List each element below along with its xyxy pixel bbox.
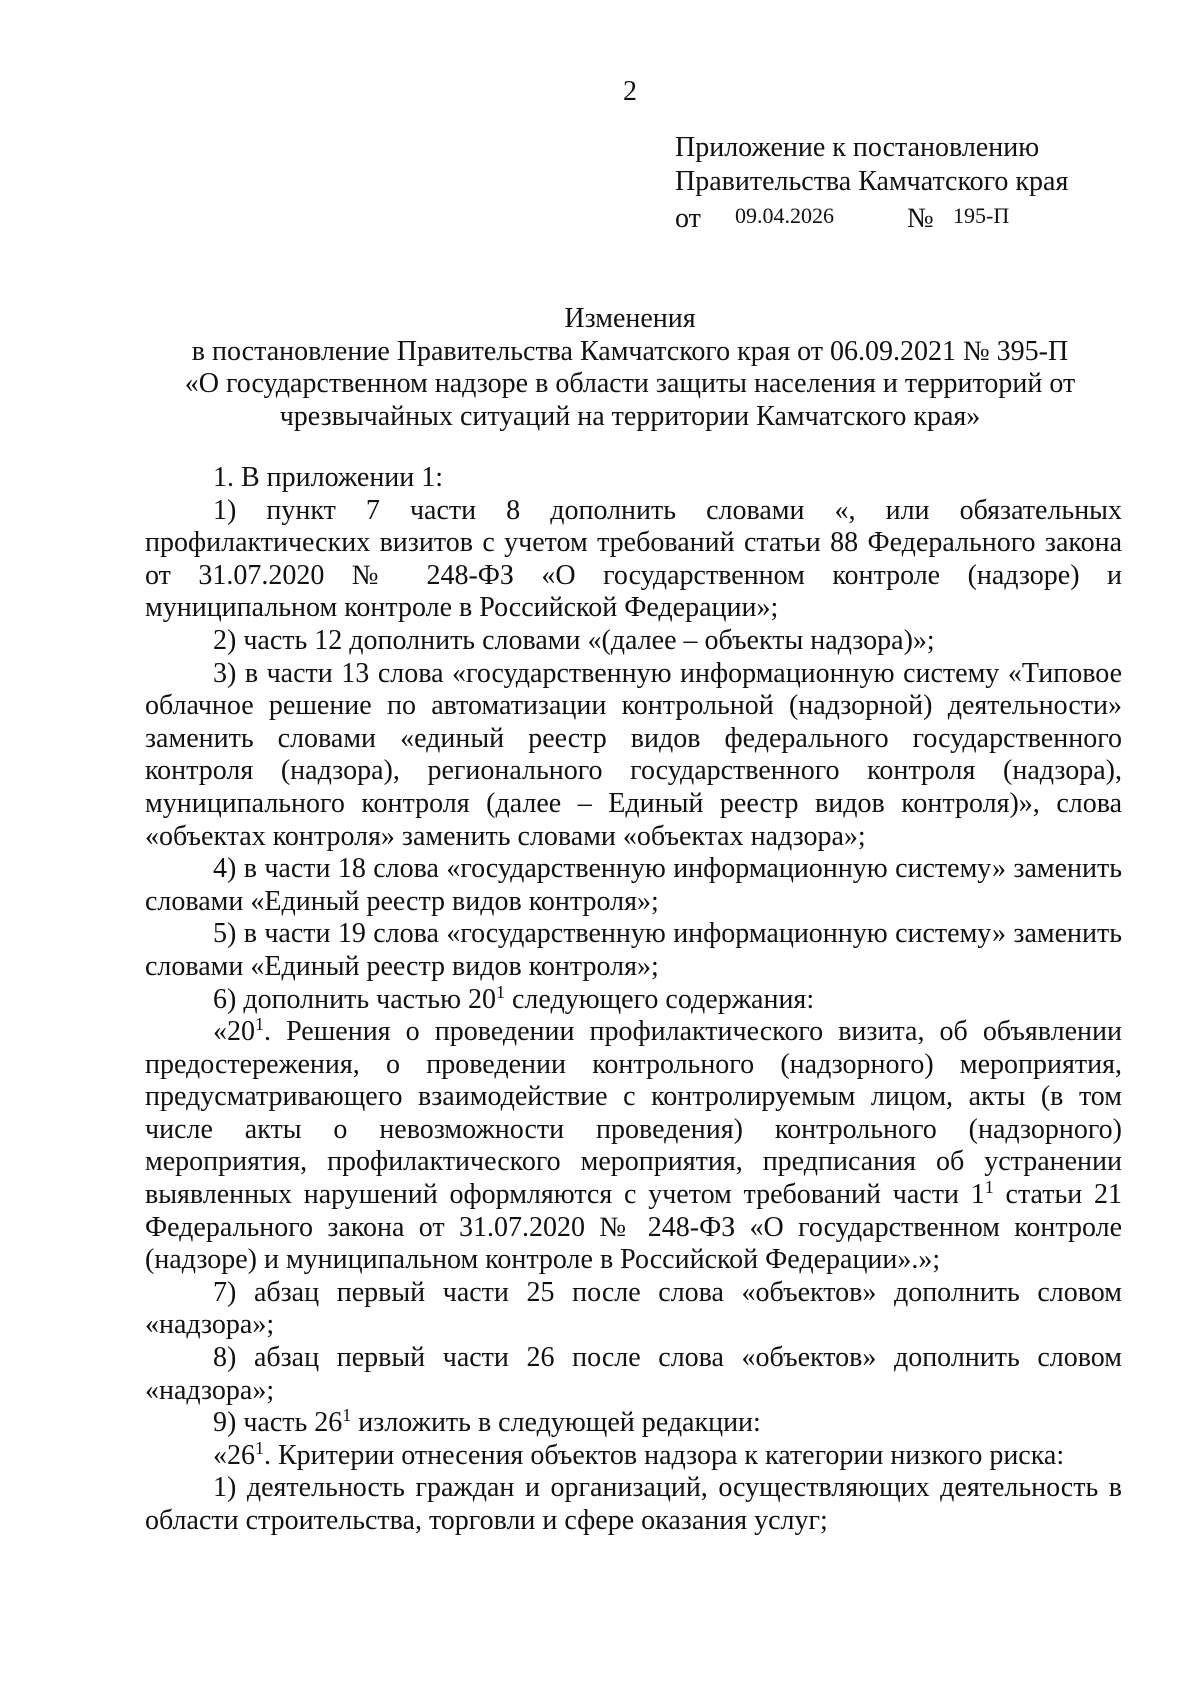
title-line-3: «О государственном надзоре в области защиты населения и территорий от [184,368,1076,399]
superscript: 1 [496,981,505,1002]
text-fragment: статьи 21 Федерального закона от 31.07.2020 № 248-ФЗ «О государственном контроле (надзоре) и муниципальном контроле в Российской Федерации».»; [145,1179,1122,1276]
paragraph: 8) абзац первый части 26 после слова «объектов» дополнить словом «надзора»; [145,1342,1122,1406]
text-fragment: изложить в следующей редакции: [351,1407,761,1439]
text-fragment: 9) часть 26 [213,1407,343,1439]
paragraph: 3) в части 13 слова «государственную информационную систему «Типовое облачное решение по автоматизации контрольной (надзорной) деятельности» заменить словами «единый реестр видов федерального государственного контроля (надзора), регионального государственного контроля (надзора), муниципального контроля (далее – Единый реестр видов контроля)», слова «объектах контроля» заменить словами «объектах надзора»; [145,657,1122,852]
text-fragment: 6) дополнить частью 20 [213,983,496,1015]
paragraph [145,1016,1122,1277]
number-sign: № [907,203,934,234]
appendix-date-number-line [675,199,1068,236]
text-fragment: «26 [213,1439,255,1471]
text-fragment: . Критерии отнесения объектов надзора к категории низкого риска: [264,1439,1065,1471]
appendix-line-2: Правительства Камчатского края [675,166,1069,197]
paragraph: 1) деятельность граждан и организаций, осуществляющих деятельность в области строительства, торговли и сфере оказания услуг; [145,1472,1122,1536]
superscript: 1 [342,1405,352,1426]
paragraph: 5) в части 19 слова «государственную информационную систему» заменить словами «Единый реестр видов контроля»; [145,918,1122,982]
from-label: от [675,203,701,234]
paragraph: 2) часть 12 дополнить словами «(далее – объекты надзора)»; [213,624,935,656]
resolution-number: 195-П [953,203,1010,228]
text-fragment: . Решения о проведении профилактического визита, об объявлении предостережения, о проведении контрольного (надзорного) мероприятия, предусматривающего взаимодействие с контролируемым лицом, акты (в том числе акты о невозможности проведения) контрольного (надзорного) мероприятия, профилактического мероприятия, предписания об устранении выявленных нарушений оформляются с учетом требований части 1 [145,1016,1122,1211]
paragraph: 1) пункт 7 части 8 дополнить словами «, или обязательных профилактических визитов с учетом требований статьи 88 Федерального закона от 31.07.2020 № 248-ФЗ «О государственном контроле (надзоре) и муниципальном контроле в Российской Федерации»; [145,494,1122,624]
superscript: 1 [255,1437,264,1458]
title-line-4: чрезвычайных ситуаций на территории Камчатского края» [279,400,981,432]
paragraph: 4) в части 18 слова «государственную информационную систему» заменить словами «Единый реестр видов контроля»; [145,853,1122,917]
page-number: 2 [623,76,637,107]
document-body [145,462,1122,1538]
superscript: 1 [984,1177,994,1198]
paragraph: 1. В приложении 1: [213,462,444,493]
text-fragment: «20 [213,1016,255,1048]
appendix-header [675,131,1068,236]
paragraph [145,1407,1122,1440]
resolution-date: 09.04.2026 [735,203,834,228]
title-line-2: в постановление Правительства Камчатского края от 06.09.2021 № 395-П [191,335,1069,367]
appendix-line-1: Приложение к постановлению [675,132,1040,163]
document-title [150,303,1110,433]
paragraph [145,981,1122,1017]
superscript: 1 [255,1014,264,1035]
text-fragment: следующего содержания: [505,983,815,1015]
title-line-1: Изменения [564,303,696,334]
paragraph [145,1437,1122,1473]
paragraph: 7) абзац первый части 25 после слова «объектов» дополнить словом «надзора»; [145,1276,1122,1341]
